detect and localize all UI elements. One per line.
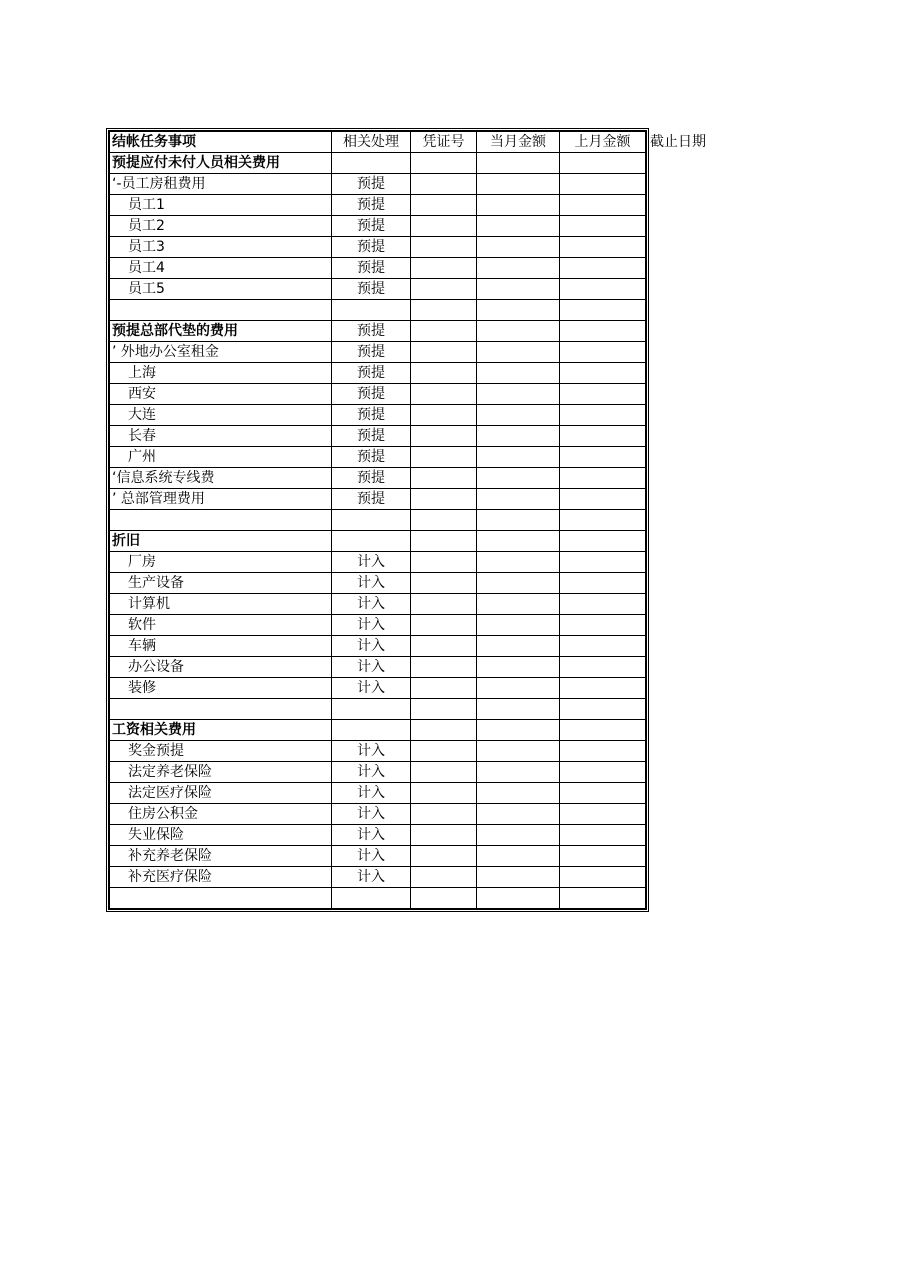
previous-month-amount-cell	[560, 846, 646, 867]
previous-month-amount-cell	[560, 531, 646, 552]
task-item: 奖金预提	[110, 741, 332, 762]
previous-month-amount-cell	[560, 678, 646, 699]
previous-month-amount-cell	[560, 300, 646, 321]
table-row	[110, 720, 646, 741]
previous-month-amount-cell	[560, 342, 646, 363]
action-cell: 预提	[332, 174, 411, 195]
task-item: 住房公积金	[110, 804, 332, 825]
current-month-amount-cell	[477, 510, 560, 531]
voucher-no-cell	[411, 342, 477, 363]
previous-month-amount-cell	[560, 867, 646, 888]
current-month-amount-cell	[477, 447, 560, 468]
current-month-amount-cell	[477, 741, 560, 762]
voucher-no-cell	[411, 195, 477, 216]
voucher-no-cell	[411, 447, 477, 468]
section-title: 工资相关费用	[110, 720, 332, 741]
task-item: 法定养老保险	[110, 762, 332, 783]
section-title: 预提应付未付人员相关费用	[110, 153, 332, 174]
task-item	[110, 510, 332, 531]
action-cell: 预提	[332, 426, 411, 447]
action-cell: 预提	[332, 342, 411, 363]
current-month-amount-cell	[477, 804, 560, 825]
action-cell: 预提	[332, 405, 411, 426]
current-month-amount-cell	[477, 195, 560, 216]
action-cell: 预提	[332, 384, 411, 405]
current-month-amount-cell	[477, 615, 560, 636]
task-item: 上海	[110, 363, 332, 384]
current-month-amount-cell	[477, 636, 560, 657]
table-row	[110, 384, 646, 405]
current-month-amount-cell	[477, 174, 560, 195]
action-cell	[332, 531, 411, 552]
voucher-no-cell	[411, 216, 477, 237]
current-month-amount-cell	[477, 594, 560, 615]
table-row	[110, 489, 646, 510]
action-cell: 计入	[332, 552, 411, 573]
previous-month-amount-cell	[560, 657, 646, 678]
cutoff-date-label: 截止日期	[650, 134, 706, 150]
current-month-amount-cell	[477, 489, 560, 510]
action-cell: 计入	[332, 636, 411, 657]
voucher-no-cell	[411, 699, 477, 720]
table-row	[110, 174, 646, 195]
table-row	[110, 867, 646, 888]
action-cell: 预提	[332, 279, 411, 300]
table-row	[110, 258, 646, 279]
closing-checklist-sheet	[106, 128, 649, 912]
current-month-amount-cell	[477, 867, 560, 888]
voucher-no-cell	[411, 510, 477, 531]
previous-month-amount-cell	[560, 804, 646, 825]
previous-month-amount-cell	[560, 195, 646, 216]
table-row	[110, 846, 646, 867]
voucher-no-cell	[411, 783, 477, 804]
current-month-amount-cell	[477, 237, 560, 258]
task-item: 西安	[110, 384, 332, 405]
previous-month-amount-cell	[560, 573, 646, 594]
table-row	[110, 426, 646, 447]
previous-month-amount-cell	[560, 825, 646, 846]
action-cell: 预提	[332, 447, 411, 468]
section-title: 折旧	[110, 531, 332, 552]
header-previous-month-amount: 上月金额	[560, 132, 646, 153]
table-row	[110, 531, 646, 552]
voucher-no-cell	[411, 300, 477, 321]
action-cell: 计入	[332, 615, 411, 636]
voucher-no-cell	[411, 888, 477, 909]
current-month-amount-cell	[477, 363, 560, 384]
table-row	[110, 195, 646, 216]
table-row	[110, 825, 646, 846]
action-cell: 计入	[332, 804, 411, 825]
previous-month-amount-cell	[560, 594, 646, 615]
action-cell: 计入	[332, 573, 411, 594]
previous-month-amount-cell	[560, 279, 646, 300]
current-month-amount-cell	[477, 783, 560, 804]
voucher-no-cell	[411, 762, 477, 783]
current-month-amount-cell	[477, 678, 560, 699]
previous-month-amount-cell	[560, 783, 646, 804]
current-month-amount-cell	[477, 321, 560, 342]
table-row	[110, 342, 646, 363]
table-row	[110, 153, 646, 174]
previous-month-amount-cell	[560, 321, 646, 342]
task-item: 广州	[110, 447, 332, 468]
action-cell	[332, 699, 411, 720]
current-month-amount-cell	[477, 153, 560, 174]
task-item: 补充养老保险	[110, 846, 332, 867]
task-item: ’ 总部管理费用	[110, 489, 332, 510]
task-item: 生产设备	[110, 573, 332, 594]
task-item: 失业保险	[110, 825, 332, 846]
table-row	[110, 321, 646, 342]
action-cell	[332, 510, 411, 531]
task-item: 补充医疗保险	[110, 867, 332, 888]
voucher-no-cell	[411, 405, 477, 426]
task-item: 员工4	[110, 258, 332, 279]
voucher-no-cell	[411, 741, 477, 762]
voucher-no-cell	[411, 237, 477, 258]
current-month-amount-cell	[477, 258, 560, 279]
previous-month-amount-cell	[560, 510, 646, 531]
blank-row	[110, 888, 646, 909]
header-voucher-no: 凭证号	[411, 132, 477, 153]
table-row	[110, 573, 646, 594]
action-cell: 计入	[332, 783, 411, 804]
action-cell: 预提	[332, 195, 411, 216]
previous-month-amount-cell	[560, 615, 646, 636]
voucher-no-cell	[411, 804, 477, 825]
current-month-amount-cell	[477, 216, 560, 237]
task-item: 大连	[110, 405, 332, 426]
current-month-amount-cell	[477, 300, 560, 321]
task-item	[110, 300, 332, 321]
action-cell	[332, 153, 411, 174]
task-item: ’ 外地办公室租金	[110, 342, 332, 363]
current-month-amount-cell	[477, 342, 560, 363]
current-month-amount-cell	[477, 888, 560, 909]
action-cell: 计入	[332, 678, 411, 699]
action-cell: 计入	[332, 762, 411, 783]
voucher-no-cell	[411, 468, 477, 489]
current-month-amount-cell	[477, 846, 560, 867]
voucher-no-cell	[411, 363, 477, 384]
action-cell: 预提	[332, 489, 411, 510]
action-cell: 计入	[332, 846, 411, 867]
previous-month-amount-cell	[560, 552, 646, 573]
current-month-amount-cell	[477, 279, 560, 300]
table-row	[110, 237, 646, 258]
previous-month-amount-cell	[560, 741, 646, 762]
current-month-amount-cell	[477, 426, 560, 447]
voucher-no-cell	[411, 531, 477, 552]
voucher-no-cell	[411, 636, 477, 657]
action-cell: 预提	[332, 258, 411, 279]
task-item: 员工3	[110, 237, 332, 258]
current-month-amount-cell	[477, 468, 560, 489]
task-item	[110, 888, 332, 909]
table-row	[110, 552, 646, 573]
previous-month-amount-cell	[560, 762, 646, 783]
table-row	[110, 279, 646, 300]
table-row	[110, 468, 646, 489]
voucher-no-cell	[411, 825, 477, 846]
action-cell: 预提	[332, 363, 411, 384]
previous-month-amount-cell	[560, 216, 646, 237]
current-month-amount-cell	[477, 405, 560, 426]
current-month-amount-cell	[477, 573, 560, 594]
action-cell	[332, 720, 411, 741]
voucher-no-cell	[411, 867, 477, 888]
blank-row	[110, 510, 646, 531]
previous-month-amount-cell	[560, 636, 646, 657]
closing-checklist-table	[109, 131, 646, 909]
previous-month-amount-cell	[560, 447, 646, 468]
action-cell: 计入	[332, 867, 411, 888]
task-item	[110, 699, 332, 720]
voucher-no-cell	[411, 174, 477, 195]
action-cell	[332, 300, 411, 321]
task-item: 员工2	[110, 216, 332, 237]
previous-month-amount-cell	[560, 888, 646, 909]
voucher-no-cell	[411, 678, 477, 699]
task-item: 办公设备	[110, 657, 332, 678]
task-item: 软件	[110, 615, 332, 636]
current-month-amount-cell	[477, 531, 560, 552]
task-item: 长春	[110, 426, 332, 447]
action-cell: 计入	[332, 741, 411, 762]
task-item: 装修	[110, 678, 332, 699]
previous-month-amount-cell	[560, 363, 646, 384]
blank-row	[110, 699, 646, 720]
table-row	[110, 615, 646, 636]
blank-row	[110, 300, 646, 321]
section-title: 预提总部代垫的费用	[110, 321, 332, 342]
previous-month-amount-cell	[560, 699, 646, 720]
table-row	[110, 405, 646, 426]
task-item: 员工1	[110, 195, 332, 216]
header-current-month-amount: 当月金额	[477, 132, 560, 153]
task-item: 法定医疗保险	[110, 783, 332, 804]
current-month-amount-cell	[477, 657, 560, 678]
header-action: 相关处理	[332, 132, 411, 153]
voucher-no-cell	[411, 384, 477, 405]
current-month-amount-cell	[477, 384, 560, 405]
task-item: 计算机	[110, 594, 332, 615]
current-month-amount-cell	[477, 699, 560, 720]
voucher-no-cell	[411, 615, 477, 636]
current-month-amount-cell	[477, 825, 560, 846]
previous-month-amount-cell	[560, 720, 646, 741]
table-row	[110, 594, 646, 615]
current-month-amount-cell	[477, 762, 560, 783]
current-month-amount-cell	[477, 552, 560, 573]
previous-month-amount-cell	[560, 153, 646, 174]
previous-month-amount-cell	[560, 426, 646, 447]
voucher-no-cell	[411, 552, 477, 573]
voucher-no-cell	[411, 153, 477, 174]
voucher-no-cell	[411, 573, 477, 594]
task-item: 员工5	[110, 279, 332, 300]
voucher-no-cell	[411, 321, 477, 342]
previous-month-amount-cell	[560, 405, 646, 426]
table-row	[110, 762, 646, 783]
table-row	[110, 447, 646, 468]
voucher-no-cell	[411, 720, 477, 741]
previous-month-amount-cell	[560, 258, 646, 279]
action-cell: 计入	[332, 825, 411, 846]
table-row	[110, 783, 646, 804]
previous-month-amount-cell	[560, 468, 646, 489]
action-cell: 预提	[332, 468, 411, 489]
action-cell: 预提	[332, 237, 411, 258]
previous-month-amount-cell	[560, 174, 646, 195]
table-row	[110, 804, 646, 825]
task-item: 车辆	[110, 636, 332, 657]
table-row	[110, 678, 646, 699]
table-row	[110, 363, 646, 384]
voucher-no-cell	[411, 657, 477, 678]
previous-month-amount-cell	[560, 384, 646, 405]
table-row	[110, 741, 646, 762]
header-row	[110, 132, 646, 153]
previous-month-amount-cell	[560, 237, 646, 258]
voucher-no-cell	[411, 489, 477, 510]
task-item: 厂房	[110, 552, 332, 573]
task-item: ‘-员工房租费用	[110, 174, 332, 195]
voucher-no-cell	[411, 594, 477, 615]
action-cell: 预提	[332, 321, 411, 342]
action-cell: 计入	[332, 594, 411, 615]
current-month-amount-cell	[477, 720, 560, 741]
task-item: ‘信息系统专线费	[110, 468, 332, 489]
table-row	[110, 636, 646, 657]
table-row	[110, 216, 646, 237]
previous-month-amount-cell	[560, 489, 646, 510]
voucher-no-cell	[411, 279, 477, 300]
header-task-item: 结帐任务事项	[110, 132, 332, 153]
action-cell	[332, 888, 411, 909]
voucher-no-cell	[411, 258, 477, 279]
voucher-no-cell	[411, 846, 477, 867]
table-row	[110, 657, 646, 678]
action-cell: 预提	[332, 216, 411, 237]
voucher-no-cell	[411, 426, 477, 447]
action-cell: 计入	[332, 657, 411, 678]
